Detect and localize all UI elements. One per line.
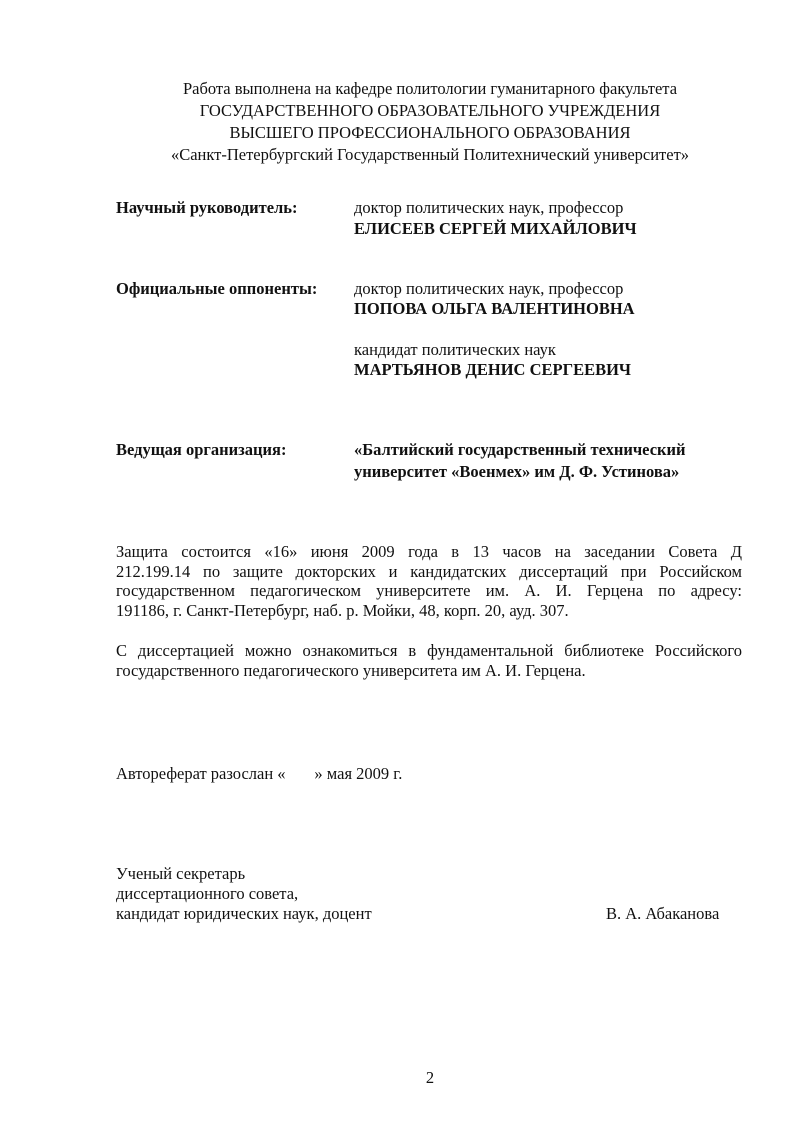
- abstract-sent-line: Автореферат разослан « » мая 2009 г.: [116, 764, 403, 783]
- defense-line-1: Защита состоится «16» июня 2009 года в 13 часов на заседании Совета Д: [116, 542, 742, 561]
- header-institution-type: ГОСУДАРСТВЕННОГО ОБРАЗОВАТЕЛЬНОГО УЧРЕЖДЕНИЯ: [199, 101, 661, 120]
- opponent-2-name: МАРТЬЯНОВ ДЕНИС СЕРГЕЕВИЧ: [354, 360, 632, 379]
- page-number: 2: [425, 1068, 435, 1087]
- defense-line-2: 212.199.14 по защите докторских и кандидатских диссертаций при Российском: [116, 561, 742, 581]
- lead-org-line-1: «Балтийский государственный технический: [354, 440, 686, 459]
- opponent-1-title: доктор политических наук, профессор: [354, 279, 624, 298]
- secretary-line-2: диссертационного совета,: [116, 884, 299, 903]
- secretary-line-3: кандидат юридических наук, доцент: [116, 904, 372, 923]
- supervisor-title: доктор политических наук, профессор: [354, 198, 624, 217]
- opponent-1-name: ПОПОВА ОЛЬГА ВАЛЕНТИНОВНА: [354, 299, 635, 318]
- supervisor-name: ЕЛИСЕЕВ СЕРГЕЙ МИХАЙЛОВИЧ: [354, 219, 637, 238]
- library-paragraph: [116, 641, 742, 680]
- secretary-name: В. А. Абаканова: [606, 904, 720, 923]
- opponent-2-title: кандидат политических наук: [354, 340, 556, 359]
- defense-paragraph: [116, 542, 742, 620]
- header-education-level: ВЫСШЕГО ПРОФЕССИОНАЛЬНОГО ОБРАЗОВАНИЯ: [229, 123, 631, 142]
- opponents-label: Официальные оппоненты:: [116, 279, 318, 298]
- header-department: Работа выполнена на кафедре политологии гуманитарного факультета: [182, 79, 678, 98]
- supervisor-label: Научный руководитель:: [116, 198, 298, 217]
- lead-org-label: Ведущая организация:: [116, 440, 287, 459]
- header-university-name: «Санкт-Петербургский Государственный Политехнический университет»: [170, 145, 690, 164]
- defense-line-4: 191186, г. Санкт-Петербург, наб. р. Мойки, 48, корп. 20, ауд. 307.: [116, 600, 569, 620]
- library-line-1: С диссертацией можно ознакомиться в фундаментальной библиотеке Российского: [116, 641, 742, 660]
- defense-line-3: государственном педагогическом университете им. А. И. Герцена по адресу:: [116, 581, 742, 600]
- document-header: [0, 78, 800, 166]
- secretary-line-1: Ученый секретарь: [116, 864, 246, 883]
- lead-org-line-2: университет «Военмех» им Д. Ф. Устинова»: [354, 462, 680, 481]
- library-line-2: государственного педагогического университета им А. И. Герцена.: [116, 660, 586, 680]
